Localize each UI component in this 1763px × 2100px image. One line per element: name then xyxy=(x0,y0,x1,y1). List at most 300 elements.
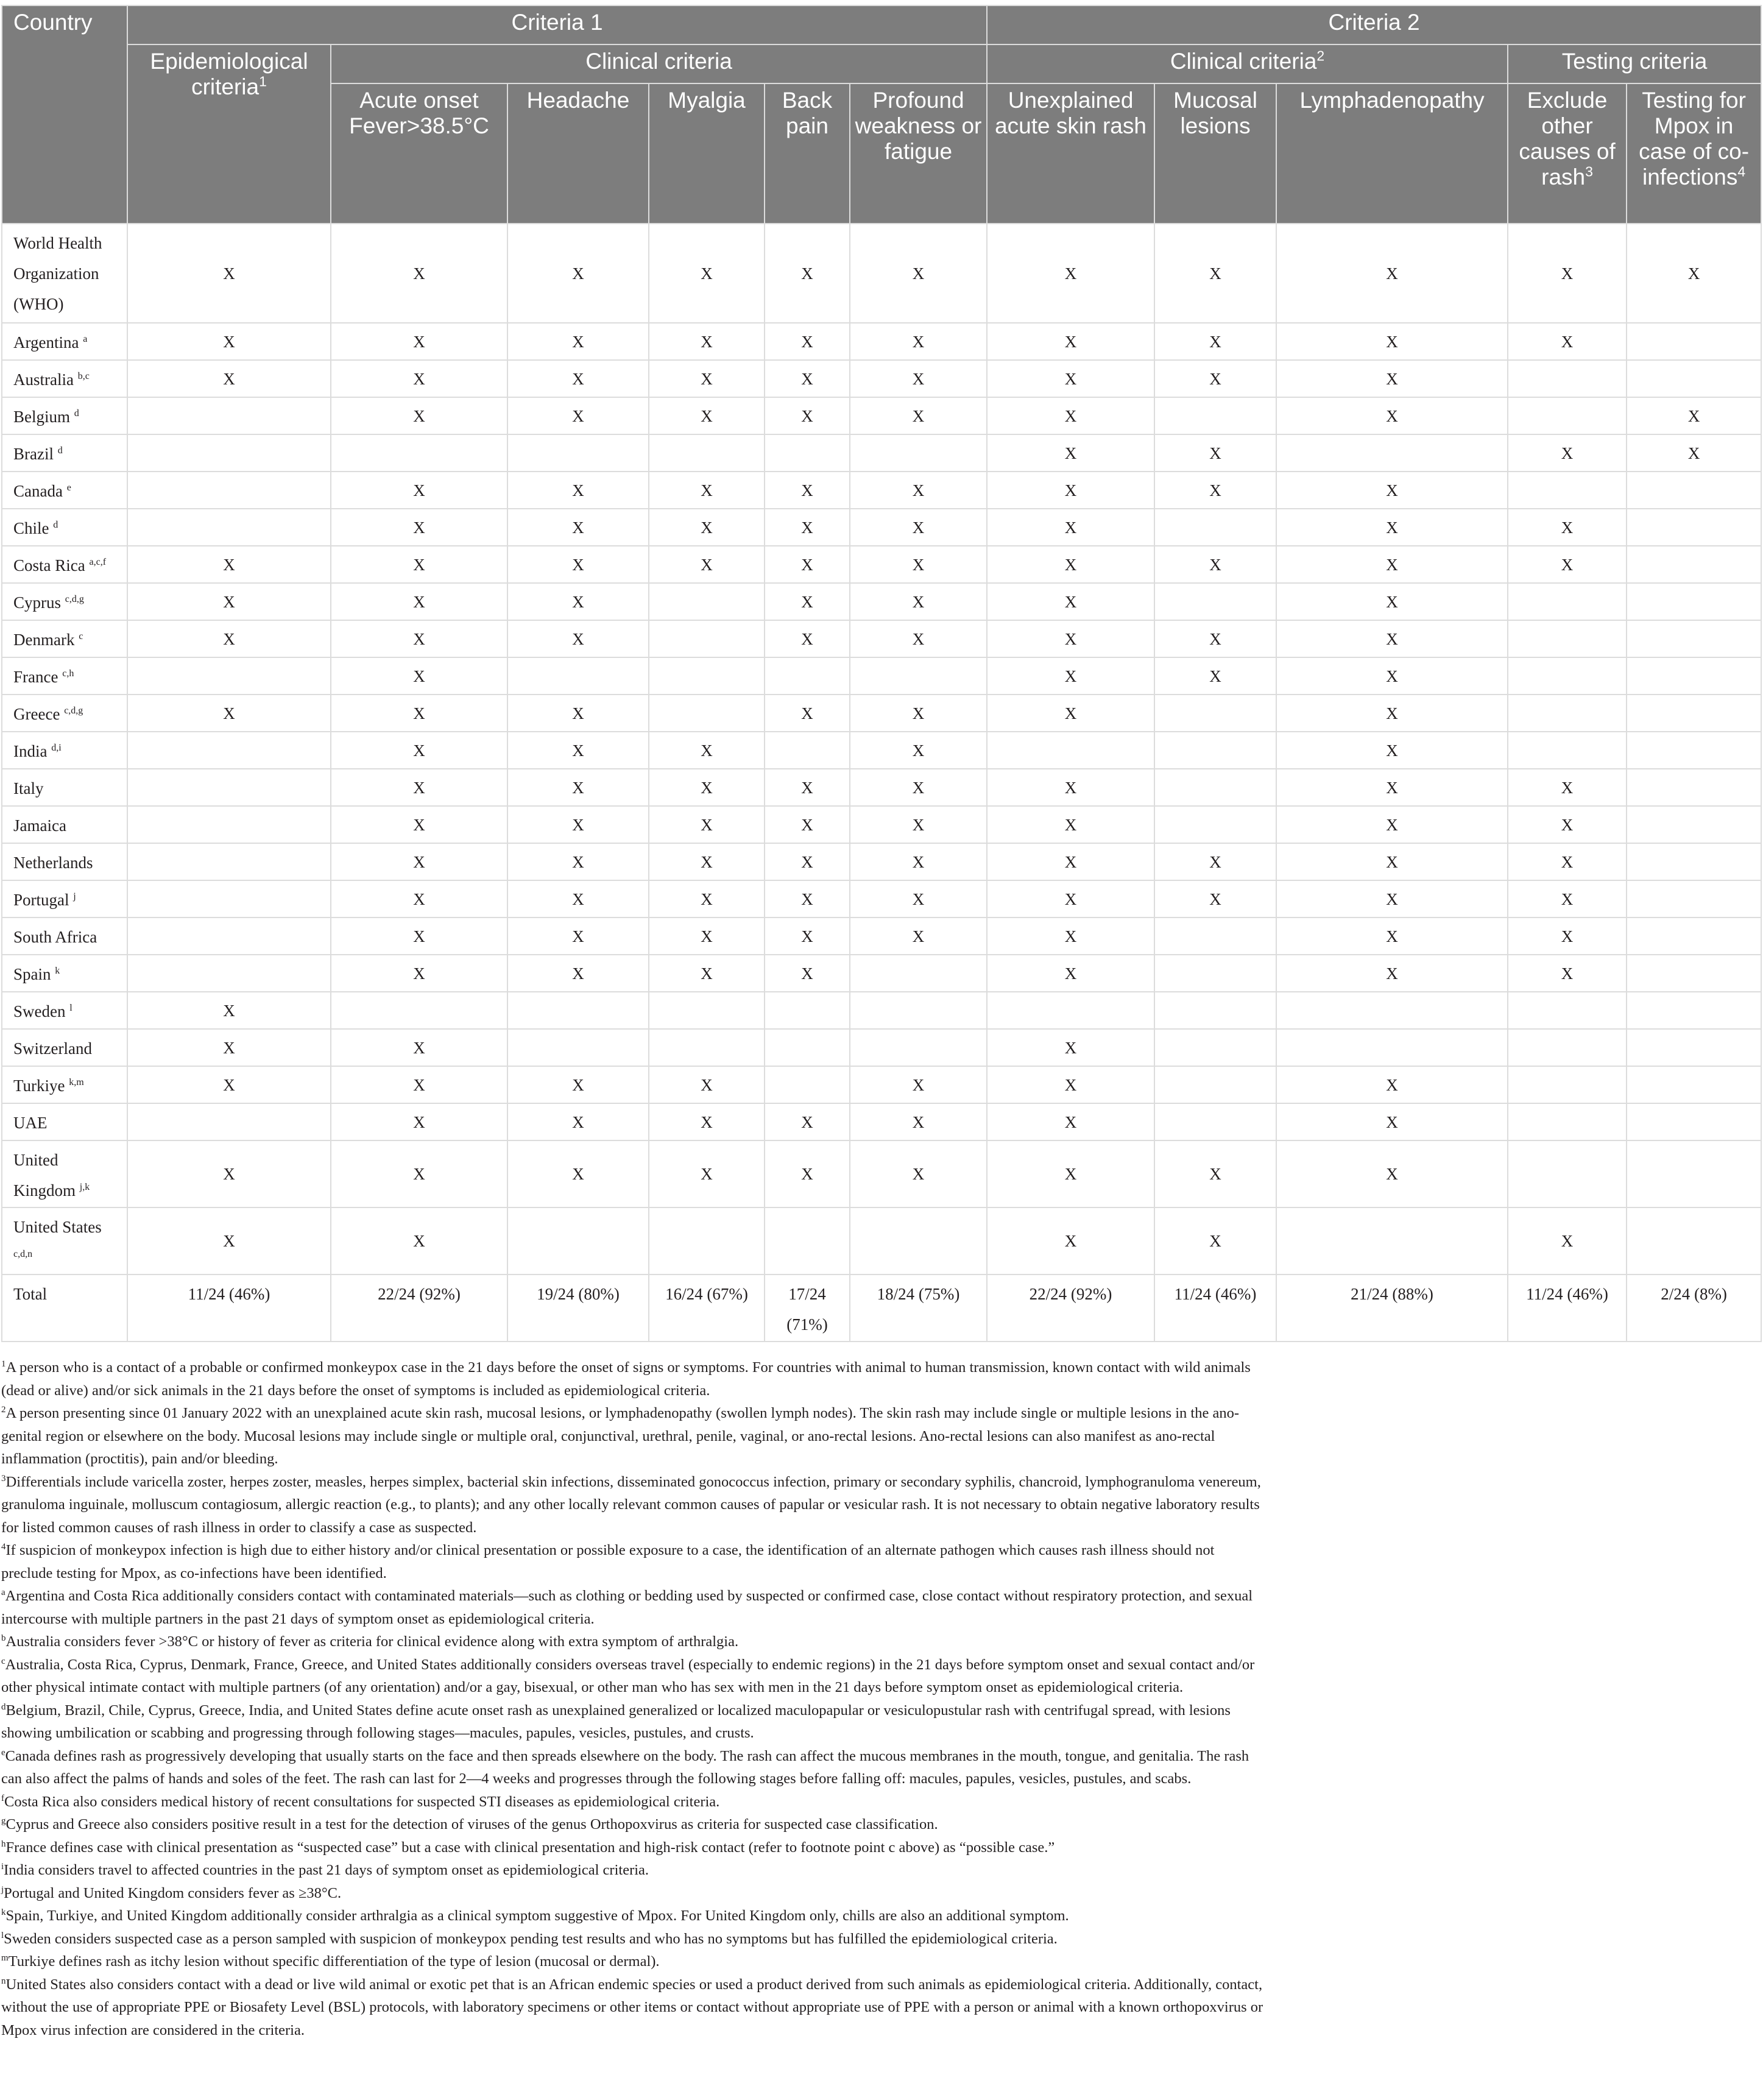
criterion-cell: X xyxy=(331,546,507,583)
criterion-cell xyxy=(850,992,987,1029)
total-cell: 22/24 (92%) xyxy=(987,1274,1154,1342)
criterion-cell: X xyxy=(1276,1103,1508,1140)
criterion-cell: X xyxy=(507,323,649,360)
criterion-cell: X xyxy=(765,917,850,955)
criterion-cell xyxy=(1154,397,1276,434)
criterion-cell: X xyxy=(1154,224,1276,323)
criterion-cell: X xyxy=(987,397,1154,434)
table-row xyxy=(2,397,1761,434)
footnote-mark: c xyxy=(1,1656,5,1666)
country-cell: Canada $^e$ xyxy=(2,472,127,509)
criterion-cell: X xyxy=(850,769,987,806)
table-row xyxy=(2,1066,1761,1103)
criterion-cell xyxy=(649,583,765,620)
criterion-cell xyxy=(850,1207,987,1274)
clinical-criteria-1-header: Clinical criteria xyxy=(331,44,987,83)
criterion-cell xyxy=(1154,695,1276,732)
criterion-cell: X xyxy=(850,806,987,843)
criterion-cell: X xyxy=(331,397,507,434)
criterion-cell: X xyxy=(1508,1207,1627,1274)
criterion-cell: X xyxy=(331,806,507,843)
total-cell: 11/24 (46%) xyxy=(127,1274,331,1342)
criteria-1-header: Criteria 1 xyxy=(127,5,987,44)
footnote-mark: b xyxy=(1,1633,6,1643)
criterion-cell: X xyxy=(1154,843,1276,880)
criterion-cell: X xyxy=(850,1066,987,1103)
criterion-cell: X xyxy=(331,1140,507,1207)
column-header: Unexplained acute skin rash xyxy=(987,83,1154,224)
criterion-cell xyxy=(1508,657,1627,695)
footnote xyxy=(1,1471,1268,1540)
criterion-cell: X xyxy=(127,360,331,397)
table-row xyxy=(2,1103,1761,1140)
criterion-cell: X xyxy=(1276,323,1508,360)
footnote-text: Sweden considers suspected case as a person sampled with suspicion of monkeypox pending test results and who has no symptoms but has fulfilled the epidemiological criteria. xyxy=(4,1930,1058,1947)
criterion-cell: X xyxy=(1154,1207,1276,1274)
footnote-text: Spain, Turkiye, and United Kingdom additionally consider arthralgia as a clinical symptom suggestive of Mpox. For United Kingdom only, chills are also an additional symptom. xyxy=(5,1907,1069,1924)
criterion-cell xyxy=(1154,917,1276,955)
criterion-cell xyxy=(1154,992,1276,1029)
country-cell: United States $^{c,d,n}$ xyxy=(2,1207,127,1274)
table-row xyxy=(2,843,1761,880)
criterion-cell: X xyxy=(987,1207,1154,1274)
table-row xyxy=(2,472,1761,509)
criterion-cell xyxy=(1627,695,1761,732)
criterion-cell: X xyxy=(331,769,507,806)
table-row xyxy=(2,992,1761,1029)
footnote xyxy=(1,1745,1268,1791)
footnote-text: India considers travel to affected countries in the past 21 days of symptom onset as epidemiological criteria. xyxy=(4,1862,649,1878)
criterion-cell xyxy=(1627,1029,1761,1066)
criterion-cell xyxy=(1276,1029,1508,1066)
footnote-text: A person who is a contact of a probable or confirmed monkeypox case in the 21 days before the onset of signs or symptoms. For countries with animal to human transmission, known contact with wild animals (dead or alive) and/or sick animals in the 21 days before the onset of symptoms is included as epidemiological criteria. xyxy=(1,1359,1251,1399)
total-cell: 16/24 (67%) xyxy=(649,1274,765,1342)
criterion-cell: X xyxy=(127,583,331,620)
criterion-cell: X xyxy=(1276,1140,1508,1207)
criterion-cell: X xyxy=(331,955,507,992)
table-row xyxy=(2,657,1761,695)
criterion-cell xyxy=(127,806,331,843)
criterion-cell: X xyxy=(1276,880,1508,917)
criterion-cell: X xyxy=(1154,1140,1276,1207)
criterion-cell: X xyxy=(850,509,987,546)
criterion-cell xyxy=(649,695,765,732)
total-cell: 21/24 (88%) xyxy=(1276,1274,1508,1342)
criterion-cell: X xyxy=(649,546,765,583)
criterion-cell: X xyxy=(987,472,1154,509)
criterion-cell xyxy=(1276,434,1508,472)
footnote-mark: e xyxy=(1,1747,5,1758)
criterion-cell: X xyxy=(331,224,507,323)
criterion-cell: X xyxy=(987,843,1154,880)
criterion-cell: X xyxy=(765,397,850,434)
criterion-cell: X xyxy=(1276,955,1508,992)
criterion-cell: X xyxy=(1508,917,1627,955)
criterion-cell: X xyxy=(331,1029,507,1066)
total-cell: 22/24 (92%) xyxy=(331,1274,507,1342)
criterion-cell: X xyxy=(507,732,649,769)
column-header: Mucosal lesions xyxy=(1154,83,1276,224)
epidemiological-criteria-header: Epidemiological criteria$^1$ xyxy=(127,44,331,224)
criterion-cell: X xyxy=(507,397,649,434)
footnote-mark: h xyxy=(1,1839,6,1849)
criterion-cell: X xyxy=(987,583,1154,620)
footnote xyxy=(1,1402,1268,1471)
criterion-cell: X xyxy=(1154,360,1276,397)
criterion-cell: X xyxy=(649,1103,765,1140)
criterion-cell: X xyxy=(649,360,765,397)
footnote xyxy=(1,1653,1268,1699)
criterion-cell: X xyxy=(987,360,1154,397)
table-row xyxy=(2,323,1761,360)
criterion-cell xyxy=(1627,620,1761,657)
criterion-cell: X xyxy=(987,769,1154,806)
criterion-cell: X xyxy=(649,769,765,806)
footnote xyxy=(1,1699,1268,1745)
criterion-cell xyxy=(507,434,649,472)
criterion-cell: X xyxy=(987,806,1154,843)
criterion-cell xyxy=(1627,992,1761,1029)
criterion-cell: X xyxy=(331,657,507,695)
footnote-text: Cyprus and Greece also considers positive result in a test for the detection of viruses of the genus Orthopoxvirus as criteria for suspected case classification. xyxy=(5,1816,938,1833)
table-row xyxy=(2,769,1761,806)
criterion-cell xyxy=(1627,583,1761,620)
criterion-cell xyxy=(649,620,765,657)
footnotes xyxy=(1,1356,1268,2042)
criterion-cell xyxy=(1627,323,1761,360)
criterion-cell: X xyxy=(507,1066,649,1103)
criterion-cell xyxy=(1508,992,1627,1029)
criterion-cell xyxy=(1154,806,1276,843)
criterion-cell xyxy=(1627,1140,1761,1207)
criterion-cell xyxy=(765,434,850,472)
criterion-cell: X xyxy=(331,360,507,397)
criterion-cell xyxy=(127,434,331,472)
footnote xyxy=(1,1356,1268,1402)
criterion-cell: X xyxy=(331,843,507,880)
table-row xyxy=(2,1207,1761,1274)
criterion-cell: X xyxy=(765,695,850,732)
criterion-cell: X xyxy=(765,880,850,917)
criterion-cell xyxy=(507,992,649,1029)
footnote xyxy=(1,1539,1268,1585)
criterion-cell xyxy=(765,992,850,1029)
criterion-cell xyxy=(507,657,649,695)
criterion-cell xyxy=(1154,1029,1276,1066)
country-cell: India $^{d,i}$ xyxy=(2,732,127,769)
criterion-cell: X xyxy=(1508,546,1627,583)
footnote-mark: d xyxy=(1,1702,6,1712)
total-label: Total xyxy=(2,1274,127,1342)
criterion-cell xyxy=(127,397,331,434)
table-header xyxy=(2,5,1761,224)
criterion-cell: X xyxy=(850,472,987,509)
criterion-cell: X xyxy=(331,620,507,657)
criterion-cell: X xyxy=(1508,955,1627,992)
table-row xyxy=(2,509,1761,546)
criterion-cell xyxy=(1627,917,1761,955)
table-row xyxy=(2,695,1761,732)
criterion-cell: X xyxy=(765,360,850,397)
criterion-cell xyxy=(649,992,765,1029)
criterion-cell xyxy=(1508,695,1627,732)
table-body xyxy=(2,224,1761,1342)
criterion-cell: X xyxy=(1508,224,1627,323)
criterion-cell xyxy=(1154,1066,1276,1103)
testing-criteria-header: Testing criteria xyxy=(1508,44,1761,83)
criterion-cell: X xyxy=(850,843,987,880)
criterion-cell: X xyxy=(507,1140,649,1207)
country-cell: Brazil $^d$ xyxy=(2,434,127,472)
criterion-cell: X xyxy=(1276,397,1508,434)
criterion-cell xyxy=(1627,1207,1761,1274)
criterion-cell: X xyxy=(649,732,765,769)
criterion-cell: X xyxy=(1627,434,1761,472)
criterion-cell: X xyxy=(1508,509,1627,546)
criterion-cell: X xyxy=(1276,509,1508,546)
criterion-cell: X xyxy=(331,1207,507,1274)
criterion-cell: X xyxy=(850,224,987,323)
column-header: Myalgia xyxy=(649,83,765,224)
country-cell: Chile $^d$ xyxy=(2,509,127,546)
footnote-text: United States also considers contact with a dead or live wild animal or exotic pet that is an African endemic species or used a product derived from such animals as epidemiological criteria. Additionally, contact, without the use of appropriate PPE or Biosafety Level (BSL) protocols, with laboratory specimens or other items or contact without appropriate use of PPE with a person or animal with a known orthopoxvirus or Mpox virus infection are considered in the criteria. xyxy=(1,1976,1263,2038)
footnote-mark: g xyxy=(1,1815,6,1826)
criterion-cell: X xyxy=(1508,434,1627,472)
criterion-cell: X xyxy=(507,1103,649,1140)
footnote-mark: 1 xyxy=(1,1359,6,1369)
criterion-cell: X xyxy=(331,323,507,360)
criterion-cell: X xyxy=(331,917,507,955)
criterion-cell: X xyxy=(987,546,1154,583)
criterion-cell: X xyxy=(331,1103,507,1140)
criterion-cell: X xyxy=(507,546,649,583)
criterion-cell: X xyxy=(507,917,649,955)
criterion-cell: X xyxy=(507,695,649,732)
criterion-cell: X xyxy=(1276,224,1508,323)
criterion-cell: X xyxy=(850,695,987,732)
table-row xyxy=(2,1140,1761,1207)
criterion-cell xyxy=(1508,583,1627,620)
footnote xyxy=(1,1973,1268,2042)
criterion-cell: X xyxy=(1276,843,1508,880)
footnote-text: Costa Rica also considers medical history of recent consultations for suspected STI diseases as epidemiological criteria. xyxy=(4,1793,720,1810)
column-header: Lymphadenopathy xyxy=(1276,83,1508,224)
criterion-cell xyxy=(127,917,331,955)
criterion-cell: X xyxy=(765,1140,850,1207)
criterion-cell: X xyxy=(127,546,331,583)
criterion-cell xyxy=(765,657,850,695)
criterion-cell xyxy=(1508,1140,1627,1207)
criterion-cell: X xyxy=(850,732,987,769)
criterion-cell: X xyxy=(1276,360,1508,397)
criterion-cell: X xyxy=(507,843,649,880)
criterion-cell xyxy=(1154,732,1276,769)
criterion-cell xyxy=(127,955,331,992)
criterion-cell: X xyxy=(649,955,765,992)
criterion-cell: X xyxy=(127,1066,331,1103)
footnote-mark: l xyxy=(1,1930,4,1940)
criterion-cell: X xyxy=(1154,323,1276,360)
table-row xyxy=(2,434,1761,472)
country-cell: Italy xyxy=(2,769,127,806)
criterion-cell: X xyxy=(507,509,649,546)
criterion-cell: X xyxy=(331,695,507,732)
footnote-text: France defines case with clinical presentation as “suspected case” but a case with clinical presentation and high-risk contact (refer to footnote point c above) as “possible case.” xyxy=(5,1839,1055,1856)
criterion-cell xyxy=(1627,732,1761,769)
country-cell: Argentina $^a$ xyxy=(2,323,127,360)
country-cell: Portugal $^j$ xyxy=(2,880,127,917)
criterion-cell: X xyxy=(649,880,765,917)
criterion-cell xyxy=(649,434,765,472)
footnote-mark: a xyxy=(1,1587,5,1597)
criterion-cell: X xyxy=(1154,472,1276,509)
criterion-cell xyxy=(987,732,1154,769)
criterion-cell: X xyxy=(850,1140,987,1207)
criterion-cell: X xyxy=(649,509,765,546)
column-header: Headache xyxy=(507,83,649,224)
criterion-cell: X xyxy=(507,806,649,843)
criterion-cell: X xyxy=(649,472,765,509)
criterion-cell xyxy=(1154,509,1276,546)
criterion-cell xyxy=(127,732,331,769)
criteria-2-header: Criteria 2 xyxy=(987,5,1761,44)
criterion-cell: X xyxy=(765,224,850,323)
criterion-cell: X xyxy=(507,472,649,509)
criterion-cell xyxy=(331,992,507,1029)
criterion-cell xyxy=(1627,955,1761,992)
footnote xyxy=(1,1630,1268,1653)
criterion-cell xyxy=(850,1029,987,1066)
criterion-cell: X xyxy=(649,323,765,360)
criterion-cell xyxy=(127,880,331,917)
footnote xyxy=(1,1859,1268,1882)
criterion-cell xyxy=(1627,1103,1761,1140)
criterion-cell: X xyxy=(850,583,987,620)
criterion-cell xyxy=(765,1207,850,1274)
criterion-cell: X xyxy=(850,620,987,657)
criterion-cell: X xyxy=(1154,620,1276,657)
criterion-cell: X xyxy=(850,397,987,434)
footnote-text: Australia considers fever >38°C or history of fever as criteria for clinical evidence along with extra symptom of arthralgia. xyxy=(5,1633,739,1650)
criterion-cell: X xyxy=(331,509,507,546)
column-header: Back pain xyxy=(765,83,850,224)
country-cell: Belgium $^d$ xyxy=(2,397,127,434)
criterion-cell: X xyxy=(765,620,850,657)
criterion-cell xyxy=(1627,657,1761,695)
footnote-text: Australia, Costa Rica, Cyprus, Denmark, France, Greece, and United States additionally considers overseas travel (especially to endemic regions) in the 21 days before symptom onset and sexual contact and/or other physical intimate contact with multiple partners (of any orientation) and/or a gay, bisexual, or other man who has sex with men in the 21 days before symptom onset as epidemiological criteria. xyxy=(1,1656,1255,1695)
criterion-cell: X xyxy=(1276,583,1508,620)
criterion-cell: X xyxy=(1276,806,1508,843)
criterion-cell: X xyxy=(850,880,987,917)
criterion-cell xyxy=(507,1207,649,1274)
country-cell: Costa Rica $^{a,c,f}$ xyxy=(2,546,127,583)
criterion-cell: X xyxy=(1276,1066,1508,1103)
criterion-cell: X xyxy=(127,695,331,732)
footnote xyxy=(1,1585,1268,1630)
footnote-text: Turkiye defines rash as itchy lesion without specific differentiation of the type of lesion (mucosal or dermal). xyxy=(8,1953,660,1970)
country-cell: Denmark $^c$ xyxy=(2,620,127,657)
criterion-cell: X xyxy=(1276,620,1508,657)
criterion-cell: X xyxy=(127,1140,331,1207)
criterion-cell xyxy=(649,1029,765,1066)
criterion-cell: X xyxy=(507,224,649,323)
criterion-cell xyxy=(1276,1207,1508,1274)
criterion-cell: X xyxy=(649,917,765,955)
criterion-cell: X xyxy=(1508,769,1627,806)
criterion-cell: X xyxy=(649,843,765,880)
criterion-cell xyxy=(1508,360,1627,397)
criterion-cell xyxy=(649,1207,765,1274)
criterion-cell xyxy=(1508,397,1627,434)
footnote-text: A person presenting since 01 January 2022 with an unexplained acute skin rash, mucosal lesions, or lymphadenopathy (swollen lymph nodes). The skin rash may include single or multiple lesions in the ano-genital region or elsewhere on the body. Mucosal lesions may include single or multiple oral, conjunctival, urethral, penile, vaginal, or ano-rectal lesions. Ano-rectal lesions can also manifest as ano-rectal inflammation (proctitis), pain and/or bleeding. xyxy=(1,1405,1239,1467)
criterion-cell: X xyxy=(765,806,850,843)
criterion-cell: X xyxy=(987,657,1154,695)
criterion-cell xyxy=(1508,1066,1627,1103)
criterion-cell xyxy=(1627,806,1761,843)
criterion-cell: X xyxy=(507,955,649,992)
criterion-cell: X xyxy=(850,1103,987,1140)
footnote-text: If suspicion of monkeypox infection is high due to either history and/or clinical presentation or possible exposure to a case, the identification of an alternate pathogen which causes rash illness should not preclude testing for Mpox, as co-infections have been identified. xyxy=(1,1542,1215,1582)
criterion-cell xyxy=(765,732,850,769)
criterion-cell: X xyxy=(127,323,331,360)
criterion-cell: X xyxy=(1627,397,1761,434)
total-cell: 17/24 (71%) xyxy=(765,1274,850,1342)
country-cell: Netherlands xyxy=(2,843,127,880)
criterion-cell: X xyxy=(765,472,850,509)
country-cell: Switzerland xyxy=(2,1029,127,1066)
country-cell: United Kingdom $^{j,k}$ xyxy=(2,1140,127,1207)
footnote-mark: j xyxy=(1,1884,4,1895)
table-row xyxy=(2,224,1761,323)
footnote xyxy=(1,1836,1268,1859)
country-cell: Spain $^k$ xyxy=(2,955,127,992)
country-cell: World Health Organization (WHO) xyxy=(2,224,127,323)
criterion-cell: X xyxy=(331,1066,507,1103)
country-cell: UAE xyxy=(2,1103,127,1140)
criterion-cell: X xyxy=(331,880,507,917)
column-header: Testing for Mpox in case of co-infections$^4$ xyxy=(1627,83,1761,224)
column-header: Profound weakness or fatigue xyxy=(850,83,987,224)
criterion-cell: X xyxy=(1508,806,1627,843)
table-row xyxy=(2,1029,1761,1066)
criterion-cell: X xyxy=(1276,917,1508,955)
criterion-cell: X xyxy=(987,434,1154,472)
criterion-cell xyxy=(1508,1029,1627,1066)
criterion-cell xyxy=(850,657,987,695)
table-row xyxy=(2,880,1761,917)
criterion-cell xyxy=(507,1029,649,1066)
country-cell: Sweden $^l$ xyxy=(2,992,127,1029)
criterion-cell: X xyxy=(987,620,1154,657)
criterion-cell: X xyxy=(507,583,649,620)
criterion-cell: X xyxy=(765,323,850,360)
footnote-mark: n xyxy=(1,1976,6,1986)
criterion-cell: X xyxy=(987,1140,1154,1207)
country-cell: Australia $^{b,c}$ xyxy=(2,360,127,397)
criterion-cell xyxy=(1627,472,1761,509)
footnote-mark: 3 xyxy=(1,1473,6,1483)
column-header: Acute onset Fever>38.5°C xyxy=(331,83,507,224)
criterion-cell: X xyxy=(507,360,649,397)
criterion-cell: X xyxy=(1276,769,1508,806)
criterion-cell: X xyxy=(850,546,987,583)
criterion-cell: X xyxy=(1276,657,1508,695)
criterion-cell xyxy=(127,657,331,695)
criterion-cell: X xyxy=(765,1103,850,1140)
criterion-cell: X xyxy=(987,224,1154,323)
total-cell: 11/24 (46%) xyxy=(1154,1274,1276,1342)
total-cell: 19/24 (80%) xyxy=(507,1274,649,1342)
